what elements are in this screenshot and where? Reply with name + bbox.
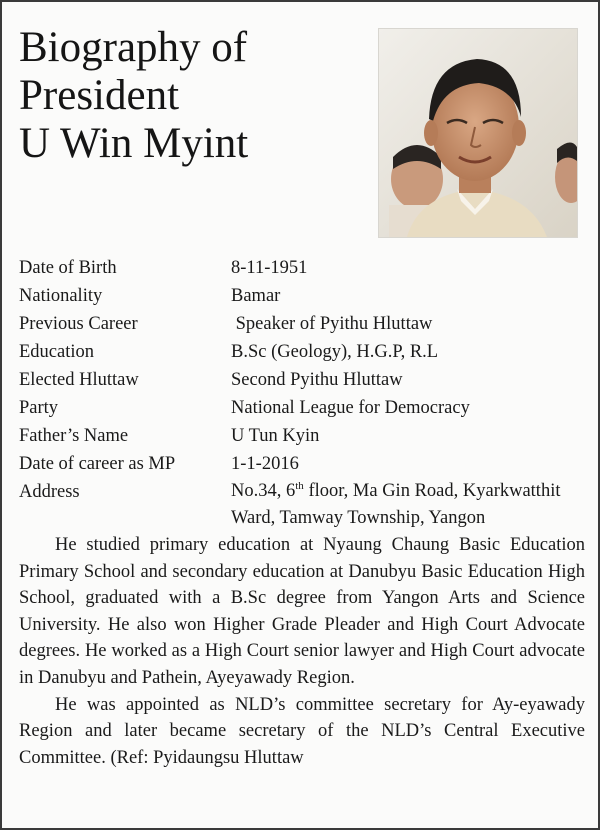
- fact-row: [19, 366, 589, 394]
- fact-row: [19, 450, 589, 478]
- fact-value: Bamar: [231, 286, 281, 306]
- biography-text: [19, 532, 585, 771]
- fact-label: Education: [19, 342, 95, 362]
- fact-row: [19, 310, 589, 338]
- page-title: [19, 24, 359, 168]
- portrait-illustration: [379, 29, 577, 237]
- fact-row: [19, 478, 589, 532]
- fact-label: Address: [19, 482, 80, 502]
- fact-row: [19, 394, 589, 422]
- fact-value: Second Pyithu Hluttaw: [231, 370, 403, 390]
- fact-label: Party: [19, 398, 59, 418]
- ordinal-suffix: th: [295, 479, 304, 492]
- address-part: No.34, 6: [231, 481, 296, 501]
- fact-label: Previous Career: [19, 314, 138, 334]
- title-line-1: Biography of: [19, 24, 248, 71]
- fact-value: U Tun Kyin: [231, 426, 320, 446]
- fact-label: Father’s Name: [19, 426, 129, 446]
- fact-label: Elected Hluttaw: [19, 370, 139, 390]
- president-portrait: [378, 28, 578, 238]
- title-line-3: U Win Myint: [19, 120, 249, 167]
- facts-table: [19, 254, 589, 532]
- address-part: floor, Ma Gin Road, Kyarkwatthit Ward, Tamway Township, Yangon: [231, 481, 561, 528]
- fact-value: National League for Democracy: [231, 398, 470, 418]
- title-line-2: President: [19, 72, 180, 119]
- fact-row: [19, 422, 589, 450]
- fact-row: [19, 338, 589, 366]
- fact-value: 8-11-1951: [231, 258, 308, 278]
- paragraph: He studied primary education at Nyaung Chaung Basic Education Primary School and secondary education at Danubyu Basic Education High School, graduated with a B.Sc degree from Yangon Arts and Science University. He also won Higher Grade Pleader and High Court Advocate degrees. He worked as a High Court senior lawyer and High Court advocate in Danubyu and Pathein, Ayeyawady Region.: [19, 535, 585, 688]
- paragraph: He was appointed as NLD’s committee secretary for Ay-eyawady Region and later became secretary of the NLD’s Central Executive Committee. (Ref: Pyidaungsu Hluttaw: [19, 694, 585, 768]
- fact-value: B.Sc (Geology), H.G.P, R.L: [231, 342, 439, 362]
- fact-row: [19, 282, 589, 310]
- fact-label: Date of Birth: [19, 258, 117, 278]
- fact-label: Date of career as MP: [19, 454, 176, 474]
- fact-row: [19, 254, 589, 282]
- fact-value: 1-1-2016: [231, 454, 299, 474]
- fact-value: Speaker of Pyithu Hluttaw: [231, 314, 433, 334]
- address-value: [231, 478, 589, 532]
- fact-label: Nationality: [19, 286, 103, 306]
